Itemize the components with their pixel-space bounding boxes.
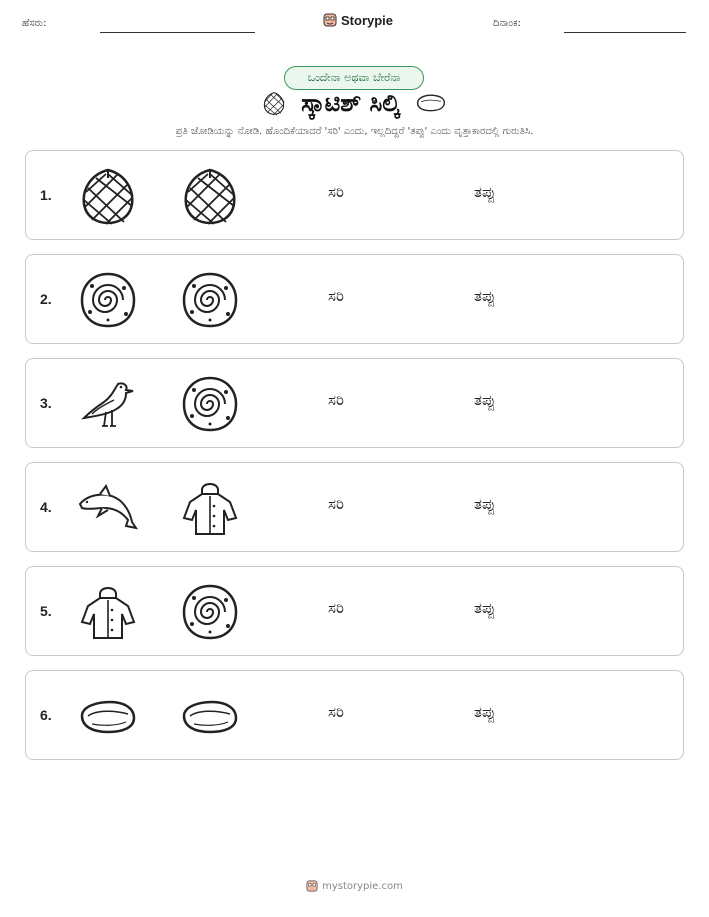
name-label: ಹೆಸರು: — [22, 18, 47, 29]
net-fruit-icon — [261, 88, 287, 118]
seagull-icon — [78, 374, 138, 434]
footer — [0, 879, 709, 893]
option-correct[interactable]: ಸರಿ — [328, 703, 344, 721]
option-wrong[interactable]: ತಪ್ಪು — [474, 495, 496, 513]
option-wrong[interactable]: ತಪ್ಪು — [474, 703, 496, 721]
flat-stone-icon — [180, 686, 240, 746]
flat-stone-icon — [78, 686, 138, 746]
option-correct[interactable]: ಸರಿ — [328, 391, 344, 409]
option-wrong[interactable]: ತಪ್ಪು — [474, 599, 496, 617]
page-title: ಸ್ಕಾಟಿಶ್ ಸಿಲ್ಕಿ — [301, 89, 400, 117]
option-correct[interactable]: ಸರಿ — [328, 495, 344, 513]
question-card-6 — [25, 670, 684, 760]
dolphin-icon — [78, 478, 138, 538]
question-number: 4. — [40, 499, 52, 515]
subtitle-badge: ಒಂದೇನಾ ಅಥವಾ ಬೇರೆನಾ — [284, 66, 424, 90]
question-card-4 — [25, 462, 684, 552]
date-line[interactable] — [564, 32, 686, 33]
question-number: 2. — [40, 291, 52, 307]
instructions: ಪ್ರತಿ ಜೋಡಿಯನ್ನು ನೋಡಿ. ಹೊಂದಿಕೆಯಾದರೆ 'ಸರಿ' ಎಂದು, ಇಲ್ಲದಿದ್ದರೆ 'ತಪ್ಪು' ಎಂದು ವೃತ್ತಾಕಾರದಲ್ಲಿ ಗುರುತಿಸಿ. — [175, 126, 534, 137]
footer-url[interactable]: mystorypie.com — [322, 880, 403, 892]
question-card-2 — [25, 254, 684, 344]
option-wrong[interactable]: ತಪ್ಪು — [474, 183, 496, 201]
option-wrong[interactable]: ತಪ್ಪು — [474, 391, 496, 409]
option-wrong[interactable]: ತಪ್ಪು — [474, 287, 496, 305]
option-correct[interactable]: ಸರಿ — [328, 287, 344, 305]
brand — [323, 12, 393, 28]
question-number: 3. — [40, 395, 52, 411]
spiral-shell-icon — [180, 270, 240, 330]
title-row — [0, 88, 709, 118]
question-number: 1. — [40, 187, 52, 203]
net-fruit-icon — [78, 166, 138, 226]
hooded-coat-icon — [78, 582, 138, 642]
question-number: 5. — [40, 603, 52, 619]
name-line[interactable] — [100, 32, 255, 33]
question-card-5 — [25, 566, 684, 656]
storypie-logo-icon — [306, 879, 318, 893]
question-card-1 — [25, 150, 684, 240]
question-number: 6. — [40, 707, 52, 723]
brand-name: Storypie — [341, 12, 394, 28]
spiral-shell-icon — [78, 270, 138, 330]
net-fruit-icon — [180, 166, 240, 226]
date-label: ದಿನಾಂಕ: — [493, 18, 521, 29]
option-correct[interactable]: ಸರಿ — [328, 183, 344, 201]
spiral-shell-icon — [180, 582, 240, 642]
storypie-logo-icon — [323, 12, 337, 28]
spiral-shell-icon — [180, 374, 240, 434]
question-card-3 — [25, 358, 684, 448]
option-correct[interactable]: ಸರಿ — [328, 599, 344, 617]
flat-stone-icon — [414, 92, 448, 114]
hooded-coat-icon — [180, 478, 240, 538]
